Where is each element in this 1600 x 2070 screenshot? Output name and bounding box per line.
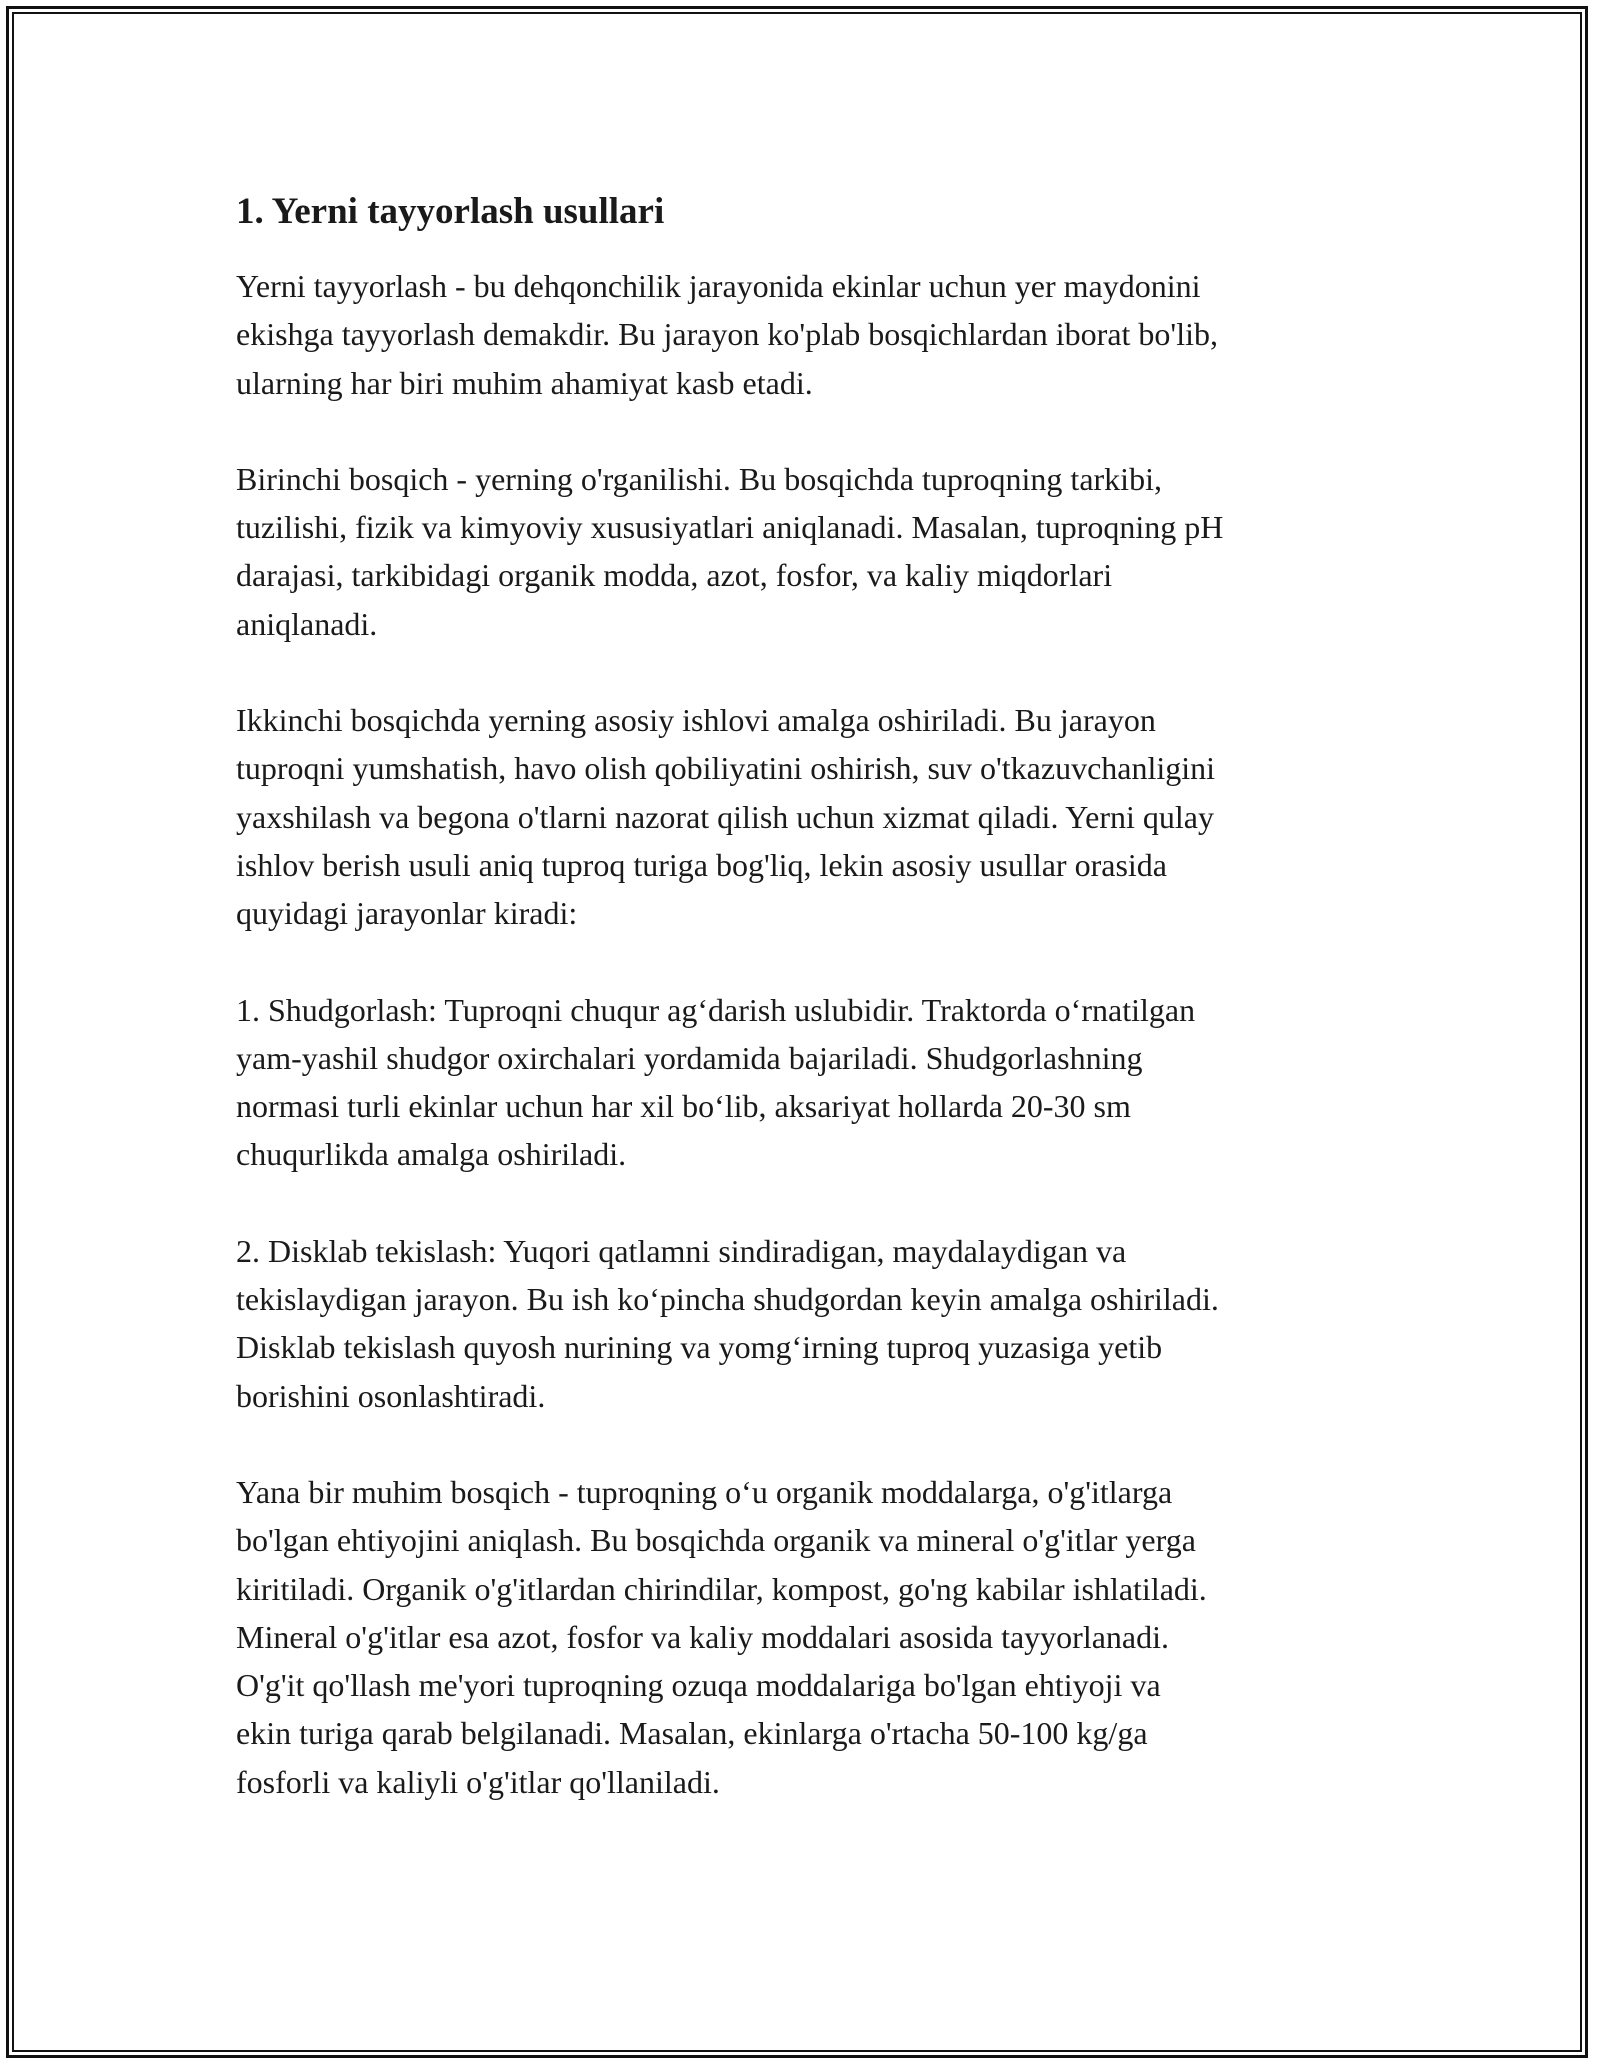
text-line: Yerni tayyorlash - bu dehqonchilik jarayonida ekinlar uchun yer maydonini <box>236 268 1201 304</box>
text-line: ekin turiga qarab belgilanadi. Masalan, ekinlarga o'rtacha 50-100 kg/ga <box>236 1715 1148 1752</box>
text-line: tekislaydigan jarayon. Bu ish ko‘pincha shudgordan keyin amalga oshiriladi. <box>236 1281 1219 1318</box>
text-line: 2. Disklab tekislash: Yuqori qatlamni sindiradigan, maydalaydigan va <box>236 1232 1127 1269</box>
text-line: Disklab tekislash quyosh nurining va yomg‘irning tuproq yuzasiga yetib <box>236 1329 1163 1366</box>
document-body <box>236 188 1386 1854</box>
text-line: normasi turli ekinlar uchun har xil bo‘lib, aksariyat hollarda 20-30 sm <box>236 1088 1131 1125</box>
paragraph-second-stage <box>236 696 1386 937</box>
text-line: tuproqni yumshatish, havo olish qobiliyatini oshirish, suv o'tkazuvchanligini <box>236 750 1216 787</box>
text-line: yaxshilash va begona o'tlarni nazorat qilish uchun xizmat qiladi. Yerni qulay <box>236 798 1214 835</box>
text-line: bo'lgan ehtiyojini aniqlash. Bu bosqichda organik va mineral o'g'itlar yerga <box>236 1522 1196 1559</box>
text-line: Ikkinchi bosqichda yerning asosiy ishlovi amalga oshiriladi. Bu jarayon <box>236 702 1156 739</box>
text-line: 1. Shudgorlash: Tuproqni chuqur ag‘darish uslubidir. Traktorda o‘rnatilgan <box>236 991 1196 1028</box>
text-line: Mineral o'g'itlar esa azot, fosfor va kaliy moddalari asosida tayyorlanadi. <box>236 1618 1169 1655</box>
text-line: Birinchi bosqich - yerning o'rganilishi. Bu bosqichda tuproqning tarkibi, <box>236 460 1162 497</box>
text-line: chuqurlikda amalga oshiriladi. <box>236 1136 627 1173</box>
paragraph-fertilizer <box>236 1468 1386 1806</box>
text-line: Yana bir muhim bosqich - tuproqning o‘u organik moddalarga, o'g'itlarga <box>236 1473 1173 1510</box>
paragraph-disking <box>236 1227 1386 1420</box>
text-line: O'g'it qo'llash me'yori tuproqning ozuqa moddalariga bo'lgan ehtiyoji va <box>236 1667 1161 1704</box>
text-line: ularning har biri muhim ahamiyat kasb etadi. <box>236 364 813 401</box>
text-line: yam-yashil shudgor oxirchalari yordamida bajariladi. Shudgorlashning <box>236 1039 1143 1076</box>
text-line: tuzilishi, fizik va kimyoviy xususiyatlari aniqlanadi. Masalan, tuproqning pH <box>236 509 1224 546</box>
paragraph-first-stage <box>236 455 1386 648</box>
text-line: borishini osonlashtiradi. <box>236 1377 546 1414</box>
text-line: ishlov berish usuli aniq tuproq turiga bog'liq, lekin asosiy usullar orasida <box>236 846 1167 883</box>
text-line: ekishga tayyorlash demakdir. Bu jarayon ko'plab bosqichlardan iborat bo'lib, <box>236 316 1218 353</box>
section-heading: 1. Yerni tayyorlash usullari <box>236 191 665 232</box>
paragraph-intro <box>236 262 1386 407</box>
text-line: kiritiladi. Organik o'g'itlardan chirindilar, kompost, go'ng kabilar ishlatiladi. <box>236 1570 1207 1607</box>
text-line: fosforli va kaliyli o'g'itlar qo'llaniladi. <box>236 1763 720 1800</box>
text-line: aniqlanadi. <box>236 605 378 642</box>
text-line: quyidagi jarayonlar kiradi: <box>236 895 578 932</box>
text-line: darajasi, tarkibidagi organik modda, azot, fosfor, va kaliy miqdorlari <box>236 557 1113 594</box>
paragraph-plowing <box>236 986 1386 1179</box>
